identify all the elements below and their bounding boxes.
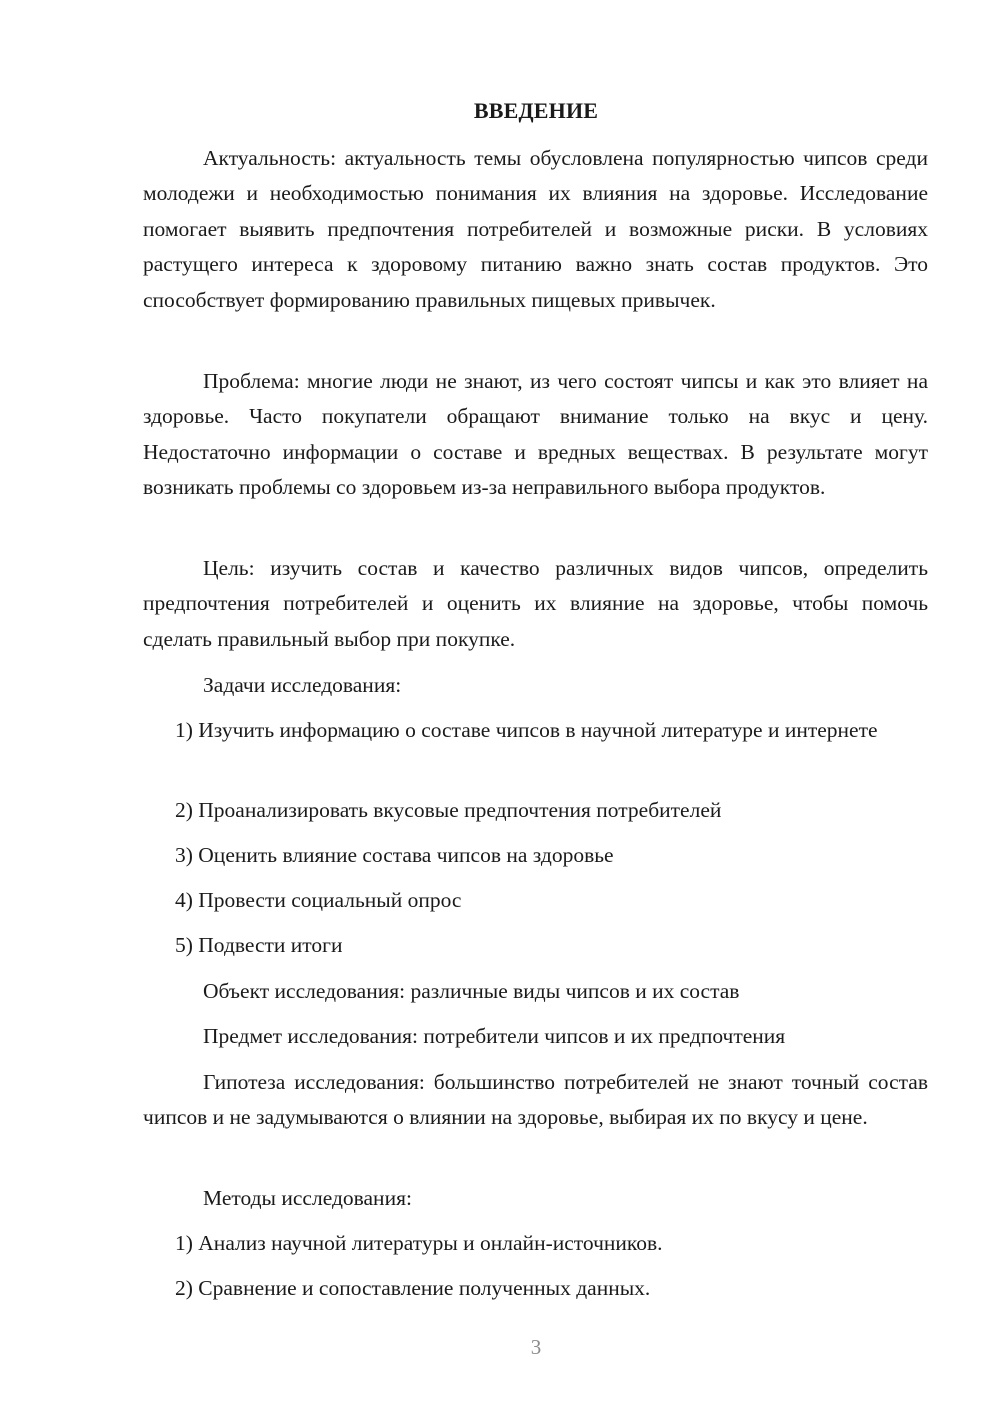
method-item-1: 1) Анализ научной литературы и онлайн-источников. <box>175 1231 663 1255</box>
methods-heading: Методы исследования: <box>203 1186 412 1210</box>
object-line: Объект исследования: различные виды чипсов и их состав <box>203 979 740 1003</box>
relevance-paragraph: Актуальность: актуальность темы обусловлена популярностью чипсов среди молодежи и необходимостью понимания их влияния на здоровье. Исследование помогает выявить предпочтения потребителей и возможные риски. В условиях растущего интереса к здоровому питанию важно знать состав продуктов. Это способствует формированию правильных пищевых привычек. <box>143 146 928 312</box>
task-item-4: 4) Провести социальный опрос <box>175 888 462 912</box>
hypothesis-paragraph: Гипотеза исследования: большинство потребителей не знают точный состав чипсов и не задумываются о влиянии на здоровье, выбирая их по вкусу и цене. <box>143 1070 928 1130</box>
page-number: 3 <box>530 1335 542 1359</box>
task-item-2: 2) Проанализировать вкусовые предпочтения потребителей <box>175 798 722 822</box>
goal-paragraph: Цель: изучить состав и качество различных видов чипсов, определить предпочтения потребителей и оценить их влияние на здоровье, чтобы помочь сделать правильный выбор при покупке. <box>143 556 928 651</box>
subject-line: Предмет исследования: потребители чипсов и их предпочтения <box>203 1024 786 1048</box>
problem-paragraph: Проблема: многие люди не знают, из чего состоят чипсы и как это влияет на здоровье. Часто покупатели обращают внимание только на вкус и цену. Недостаточно информации о составе и вредных веществах. В результате могут возникать проблемы со здоровьем из-за неправильного выбора продуктов. <box>143 369 928 500</box>
task-item-3: 3) Оценить влияние состава чипсов на здоровье <box>175 843 614 867</box>
task-item-5: 5) Подвести итоги <box>175 933 343 957</box>
task-item-1: 1) Изучить информацию о составе чипсов в научной литературе и интернете <box>175 718 878 742</box>
page-title: ВВЕДЕНИЕ <box>473 98 599 123</box>
method-item-2: 2) Сравнение и сопоставление полученных данных. <box>175 1276 651 1300</box>
tasks-heading: Задачи исследования: <box>203 673 402 697</box>
